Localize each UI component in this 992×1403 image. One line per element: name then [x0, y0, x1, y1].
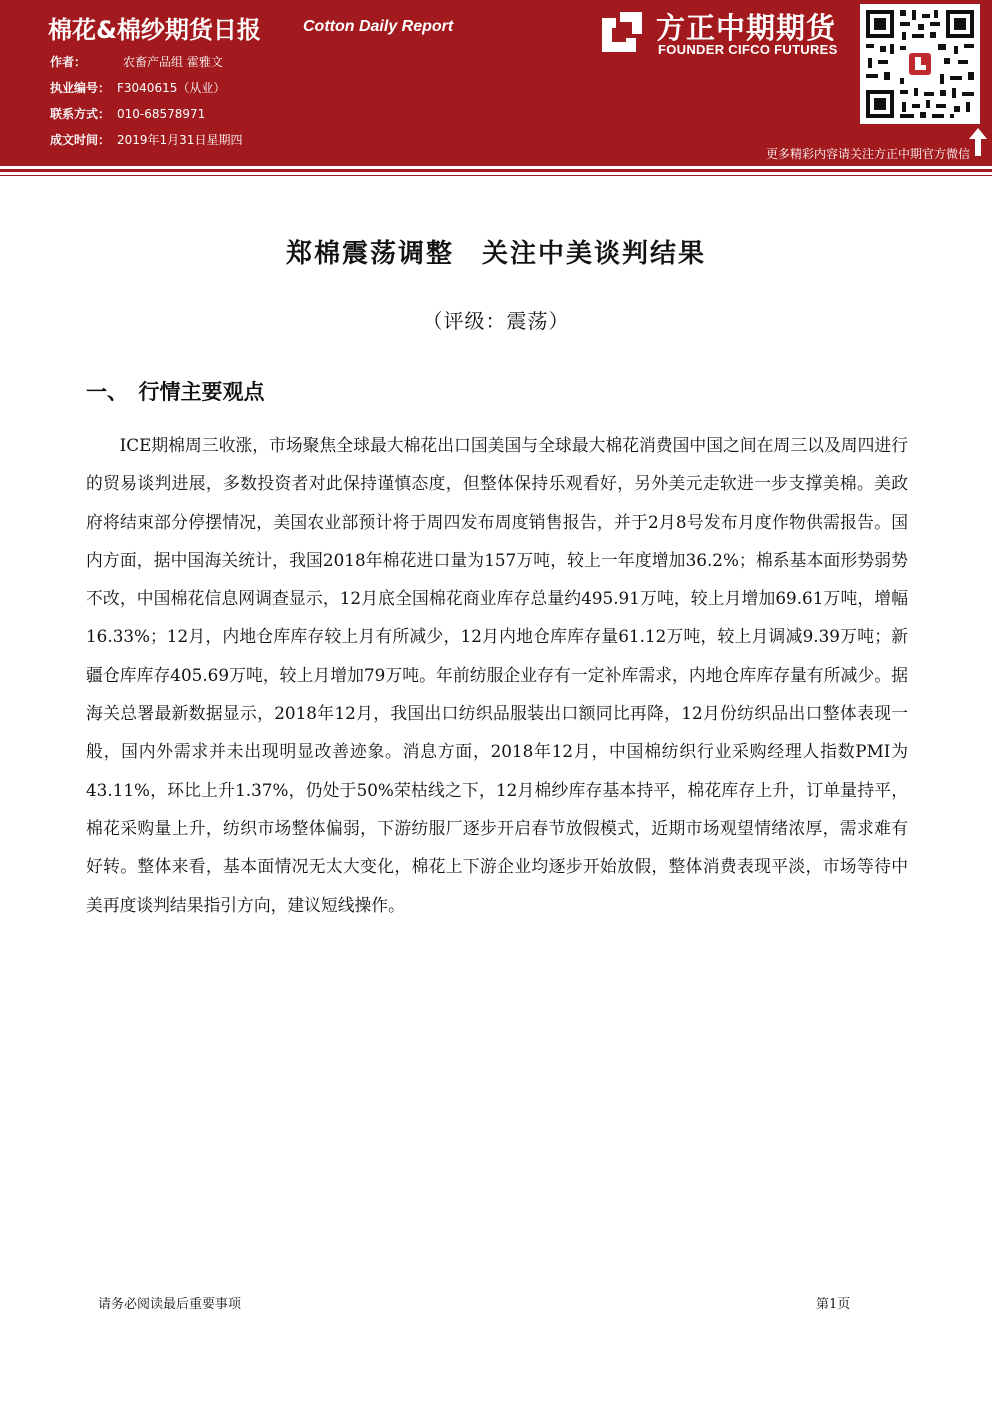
- report-title: 棉花&棉纱期货日报: [48, 16, 261, 44]
- follow-notice: 更多精彩内容请关注方正中期官方微信: [765, 147, 970, 161]
- meta-label: 联系方式：: [50, 107, 111, 121]
- qr-code-icon: [860, 4, 980, 124]
- meta-label: 成文时间：: [50, 133, 111, 147]
- meta-date: [50, 130, 242, 156]
- body-paragraph: ICE期棉周三收涨，市场聚焦全球最大棉花出口国美国与全球最大棉花消费国中国之间在周三以及周四进行的贸易谈判进展，多数投资者对此保持谨慎态度，但整体保持乐观看好，另外美元走软进一步支撑美棉。美政府将结束部分停摆情况，美国农业部预计将于周四发布周度销售报告，并于2月8号发布月度作物供需报告。国内方面，据中国海关统计，我国2018年棉花进口量为157万吨，较上一年度增加36.2%；棉系基本面形势弱势不改，中国棉花信息网调查显示，12月底全国棉花商业库存总量约495.91万吨，较上月增加69.61万吨，增幅16.33%；12月，内地仓库库存较上月有所减少，12月内地仓库库存量61.12万吨，较上月调减9.39万吨；新疆仓库库存405.69万吨，较上月增加79万吨。年前纺服企业存有一定补库需求，内地仓库库存量有所减少。据海关总署最新数据显示，2018年12月，我国出口纺织品服装出口额同比再降，12月份纺织品出口整体表现一般，国内外需求并未出现明显改善迹象。消息方面，2018年12月，中国棉纺织行业采购经理人指数PMI为43.11%，环比上升1.37%，仍处于50%荣枯线之下，12月棉纱库存基本持平，棉花库存上升，订单量持平，棉花采购量上升，纺织市场整体偏弱，下游纺服厂逐步开启春节放假模式，近期市场观望情绪浓厚，需求难有好转。整体来看，基本面情况无太大变化，棉花上下游企业均逐步开始放假，整体消费表现平淡，市场等待中美再度谈判结果指引方向，建议短线操作。: [86, 435, 908, 915]
- header-rule: [0, 169, 992, 172]
- footer-notice: 请务必阅读最后重要事项: [98, 1297, 242, 1312]
- rating-label: （评级：震荡）: [422, 309, 570, 333]
- meta-value: F3040615（从业）: [117, 81, 226, 95]
- founder-logo-icon: [598, 8, 646, 56]
- report-header: [0, 0, 992, 163]
- company-name-en: FOUNDER CIFCO FUTURES: [658, 42, 838, 57]
- page-number: 第1页: [816, 1297, 851, 1312]
- meta-value: 农畜产品组 霍雅文: [123, 55, 223, 69]
- section-heading: 一、 行情主要观点: [86, 379, 265, 404]
- meta-value: 010-68578971: [117, 107, 206, 121]
- company-name-cn: 方正中期期货: [656, 11, 837, 45]
- report-subtitle: Cotton Daily Report: [303, 18, 454, 35]
- document-title: 郑棉震荡调整 关注中美谈判结果: [285, 239, 706, 269]
- author-info: [50, 52, 242, 156]
- meta-license: [50, 78, 242, 104]
- meta-author: [50, 52, 242, 78]
- header-rule: [0, 175, 992, 176]
- meta-label: 作者：: [50, 55, 87, 69]
- meta-value: 2019年1月31日星期四: [117, 133, 243, 147]
- header-rule: [0, 163, 992, 166]
- meta-contact: [50, 104, 242, 130]
- up-arrow-icon: [968, 127, 988, 157]
- meta-label: 执业编号：: [50, 81, 111, 95]
